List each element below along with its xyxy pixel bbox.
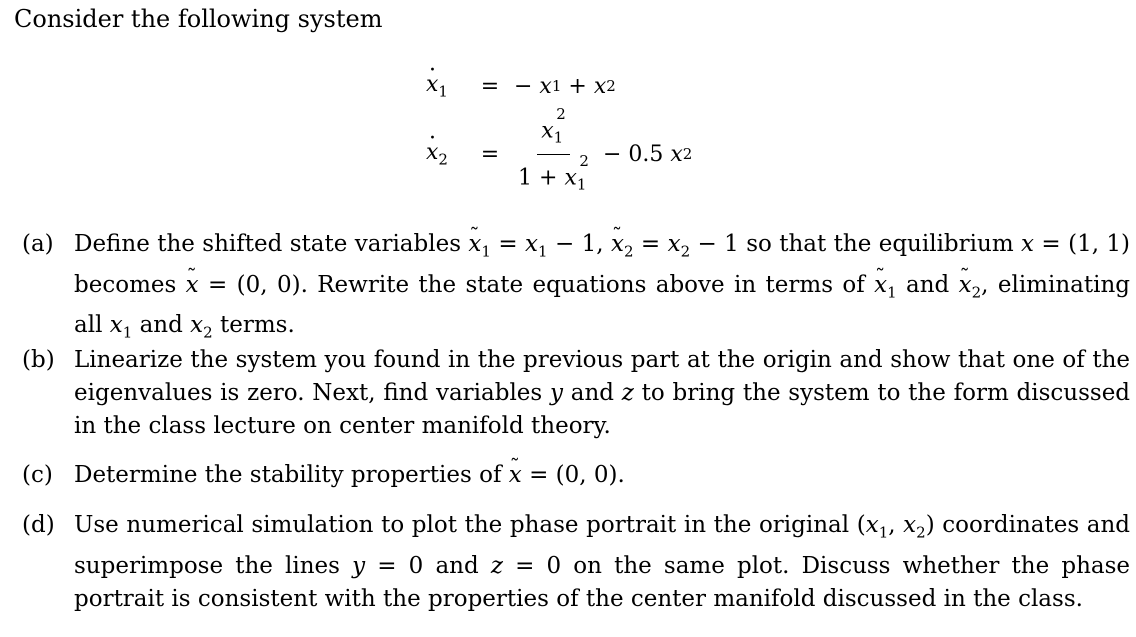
equals-sign: = (480, 141, 500, 167)
part-label: (a) (22, 231, 54, 257)
part-b (22, 344, 1130, 443)
fraction-denominator: $1 + x_1^2$ (518, 151, 589, 194)
rhs-1: − x 1 + x 2 (514, 73, 616, 99)
part-label: (c) (22, 462, 53, 488)
part-b-text: Linearize the system you found in the previous part at the origin and show that one of the eigenvalues is zero. Next, find variables y and z to bring the system to the form discussed in the class lecture on center manifold theory. (74, 347, 1131, 439)
equation-system (426, 70, 786, 194)
fraction (514, 105, 593, 198)
part-label: (b) (22, 347, 55, 373)
lhs-x2-dot: · $x_2$ (426, 140, 466, 168)
part-label: (d) (22, 512, 55, 538)
part-d-text: Use numerical simulation to plot the phase portrait in the original ($x_1$, $x_2$) coordinates and superimpose the lines y = 0 and z = 0 on the same plot. Discuss whether the phase portrait is consistent with the properties of the center manifold discussed in the class. (74, 512, 1131, 612)
equation-row-1 (426, 72, 616, 100)
part-c-text: Determine the stability properties of ˜ x = (0, 0). (74, 459, 1130, 492)
equation-row-2 (426, 105, 693, 198)
intro-text: Consider the following system (14, 5, 383, 33)
part-d (22, 509, 1130, 616)
part-a (22, 228, 1130, 350)
part-c (22, 459, 1130, 492)
rhs-2: $\frac{x_1^2}{1 + x_1^2}$ − 0.5 x 2 (514, 110, 692, 198)
lhs-x1-dot: · $x_1$ (426, 72, 466, 100)
fraction-numerator: $x_1^2$ (537, 110, 570, 155)
part-a-text: Define the shifted state variables ˜ $x_1 = x_1 - 1$, ˜ $x_2 = x_2 - 1$ so that the equilibrium x = (1, 1) becomes ˜ x = (0, 0). Rewrite the state equations above in terms of ˜ $x_1$ and ˜ $x_2$, eliminating all $x_1$ and $x_2$ terms. (74, 228, 1130, 350)
equals-sign: = (480, 73, 500, 99)
